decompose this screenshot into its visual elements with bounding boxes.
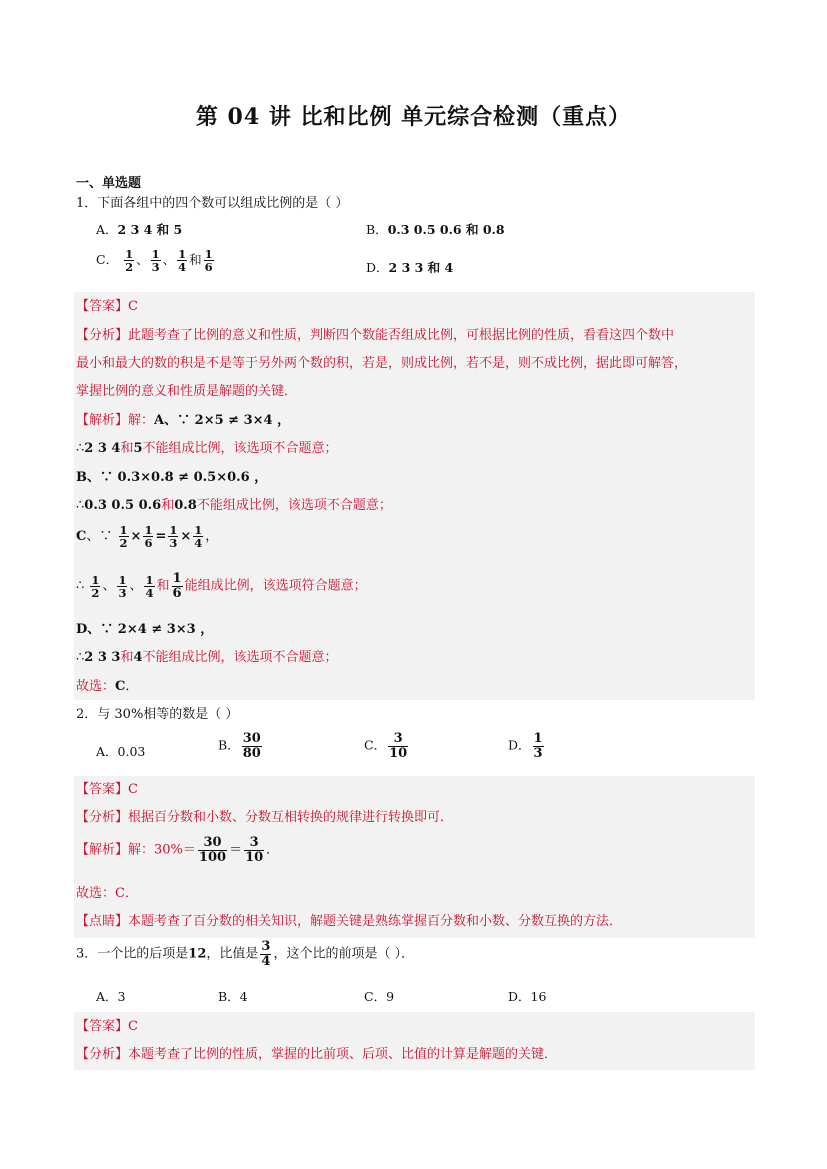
q1-answer: 【答案】C <box>76 299 138 314</box>
q2-stem: 2．与 30%相等的数是（ ） <box>76 707 239 722</box>
q3-answer: 【答案】C <box>76 1019 138 1034</box>
q1-solve-c: C、∵ $\frac{1}{2}$ × $\frac{1}{6}$ = $\frac{1}{3}$ × $\frac{1}{4}$ ， <box>76 523 219 551</box>
q1-analysis-3: 掌握比例的意义和性质是解题的关键． <box>76 384 298 399</box>
q1-option-a: A．2 3 4 和 5 <box>96 222 183 237</box>
q2-solve: 【解析】解：30%＝ $\frac{30}{100}$ ＝ $\frac{3}{10}$ ． <box>76 835 280 865</box>
q2-option-b: B． $\frac{30}{80}$ <box>218 731 261 761</box>
q1-solve-b-conclusion: ∴0.3 0.5 0.6和0.8不能组成比例，该选项不合题意； <box>76 498 392 513</box>
q2-option-c: C． $\frac{3}{10}$ <box>364 731 408 761</box>
q2-choose: 故选：C． <box>76 886 138 901</box>
page-title: 第 04 讲 比和比例 单元综合检测（重点） <box>195 104 632 130</box>
q3-option-b: B．4 <box>218 989 248 1004</box>
q1-stem: 1．下面各组中的四个数可以组成比例的是（ ） <box>76 196 349 211</box>
q1-option-c: C． $\frac{1}{2}$ 、 $\frac{1}{3}$ 、 $\frac{1}{4}$ 和 $\frac{1}{6}$ <box>96 247 213 275</box>
q2-option-d: D． $\frac{1}{3}$ <box>508 731 543 761</box>
q1-analysis-1: 【分析】此题考查了比例的意义和性质，判断四个数能否组成比例，可根据比例的性质，看看这四个数中 <box>76 328 675 343</box>
q3-analysis: 【分析】本题考查了比例的性质，掌握的比前项、后项、比值的计算是解题的关键． <box>76 1047 558 1062</box>
section-heading: 一、单选题 <box>76 176 142 191</box>
q2-answer: 【答案】C <box>76 782 138 797</box>
q1-option-b: B．0.3 0.5 0.6 和 0.8 <box>366 222 505 237</box>
q2-option-a: A．0.03 <box>96 744 146 759</box>
q1-solve-b: B、∵ 0.3×0.8 ≠ 0.5×0.6 ， <box>76 470 268 485</box>
q1-analysis-2: 最小和最大的数的积是不是等于另外两个数的积，若是，则成比例，若不是，则不成比例，据此即可解答， <box>76 356 688 371</box>
q3-option-a: A．3 <box>96 989 126 1004</box>
q1-solve-a: 【解析】解：A、∵ 2×5 ≠ 3×4 ， <box>76 413 291 428</box>
q1-solve-d: D、∵ 2×4 ≠ 3×3 ， <box>76 622 214 637</box>
q1-solve-d-conclusion: ∴2 3 3和4不能组成比例，该选项不合题意； <box>76 650 338 665</box>
q3-stem: 3．一个比的后项是12，比值是 $\frac{3}{4}$ ，这个比的前项是（ ）． <box>76 939 415 969</box>
q2-note: 【点睛】本题考查了百分数的相关知识，解题关键是熟练掌握百分数和小数、分数互换的方法． <box>76 914 623 929</box>
q3-option-d: D．16 <box>508 989 547 1004</box>
q3-option-c: C．9 <box>364 989 395 1004</box>
q1-option-d: D．2 3 3 和 4 <box>366 260 454 275</box>
q1-solve-a-conclusion: ∴2 3 4和5不能组成比例，该选项不合题意； <box>76 441 338 456</box>
q1-solve-c-conclusion: ∴ $\frac{1}{2}$ 、 $\frac{1}{3}$ 、 $\frac{1}{4}$ 和 $\frac{1}{6}$ 能组成比例，该选项符合题意； <box>76 571 367 601</box>
q2-analysis: 【分析】根据百分数和小数、分数互相转换的规律进行转换即可． <box>76 810 454 825</box>
q1-choose: 故选：C． <box>76 679 139 694</box>
